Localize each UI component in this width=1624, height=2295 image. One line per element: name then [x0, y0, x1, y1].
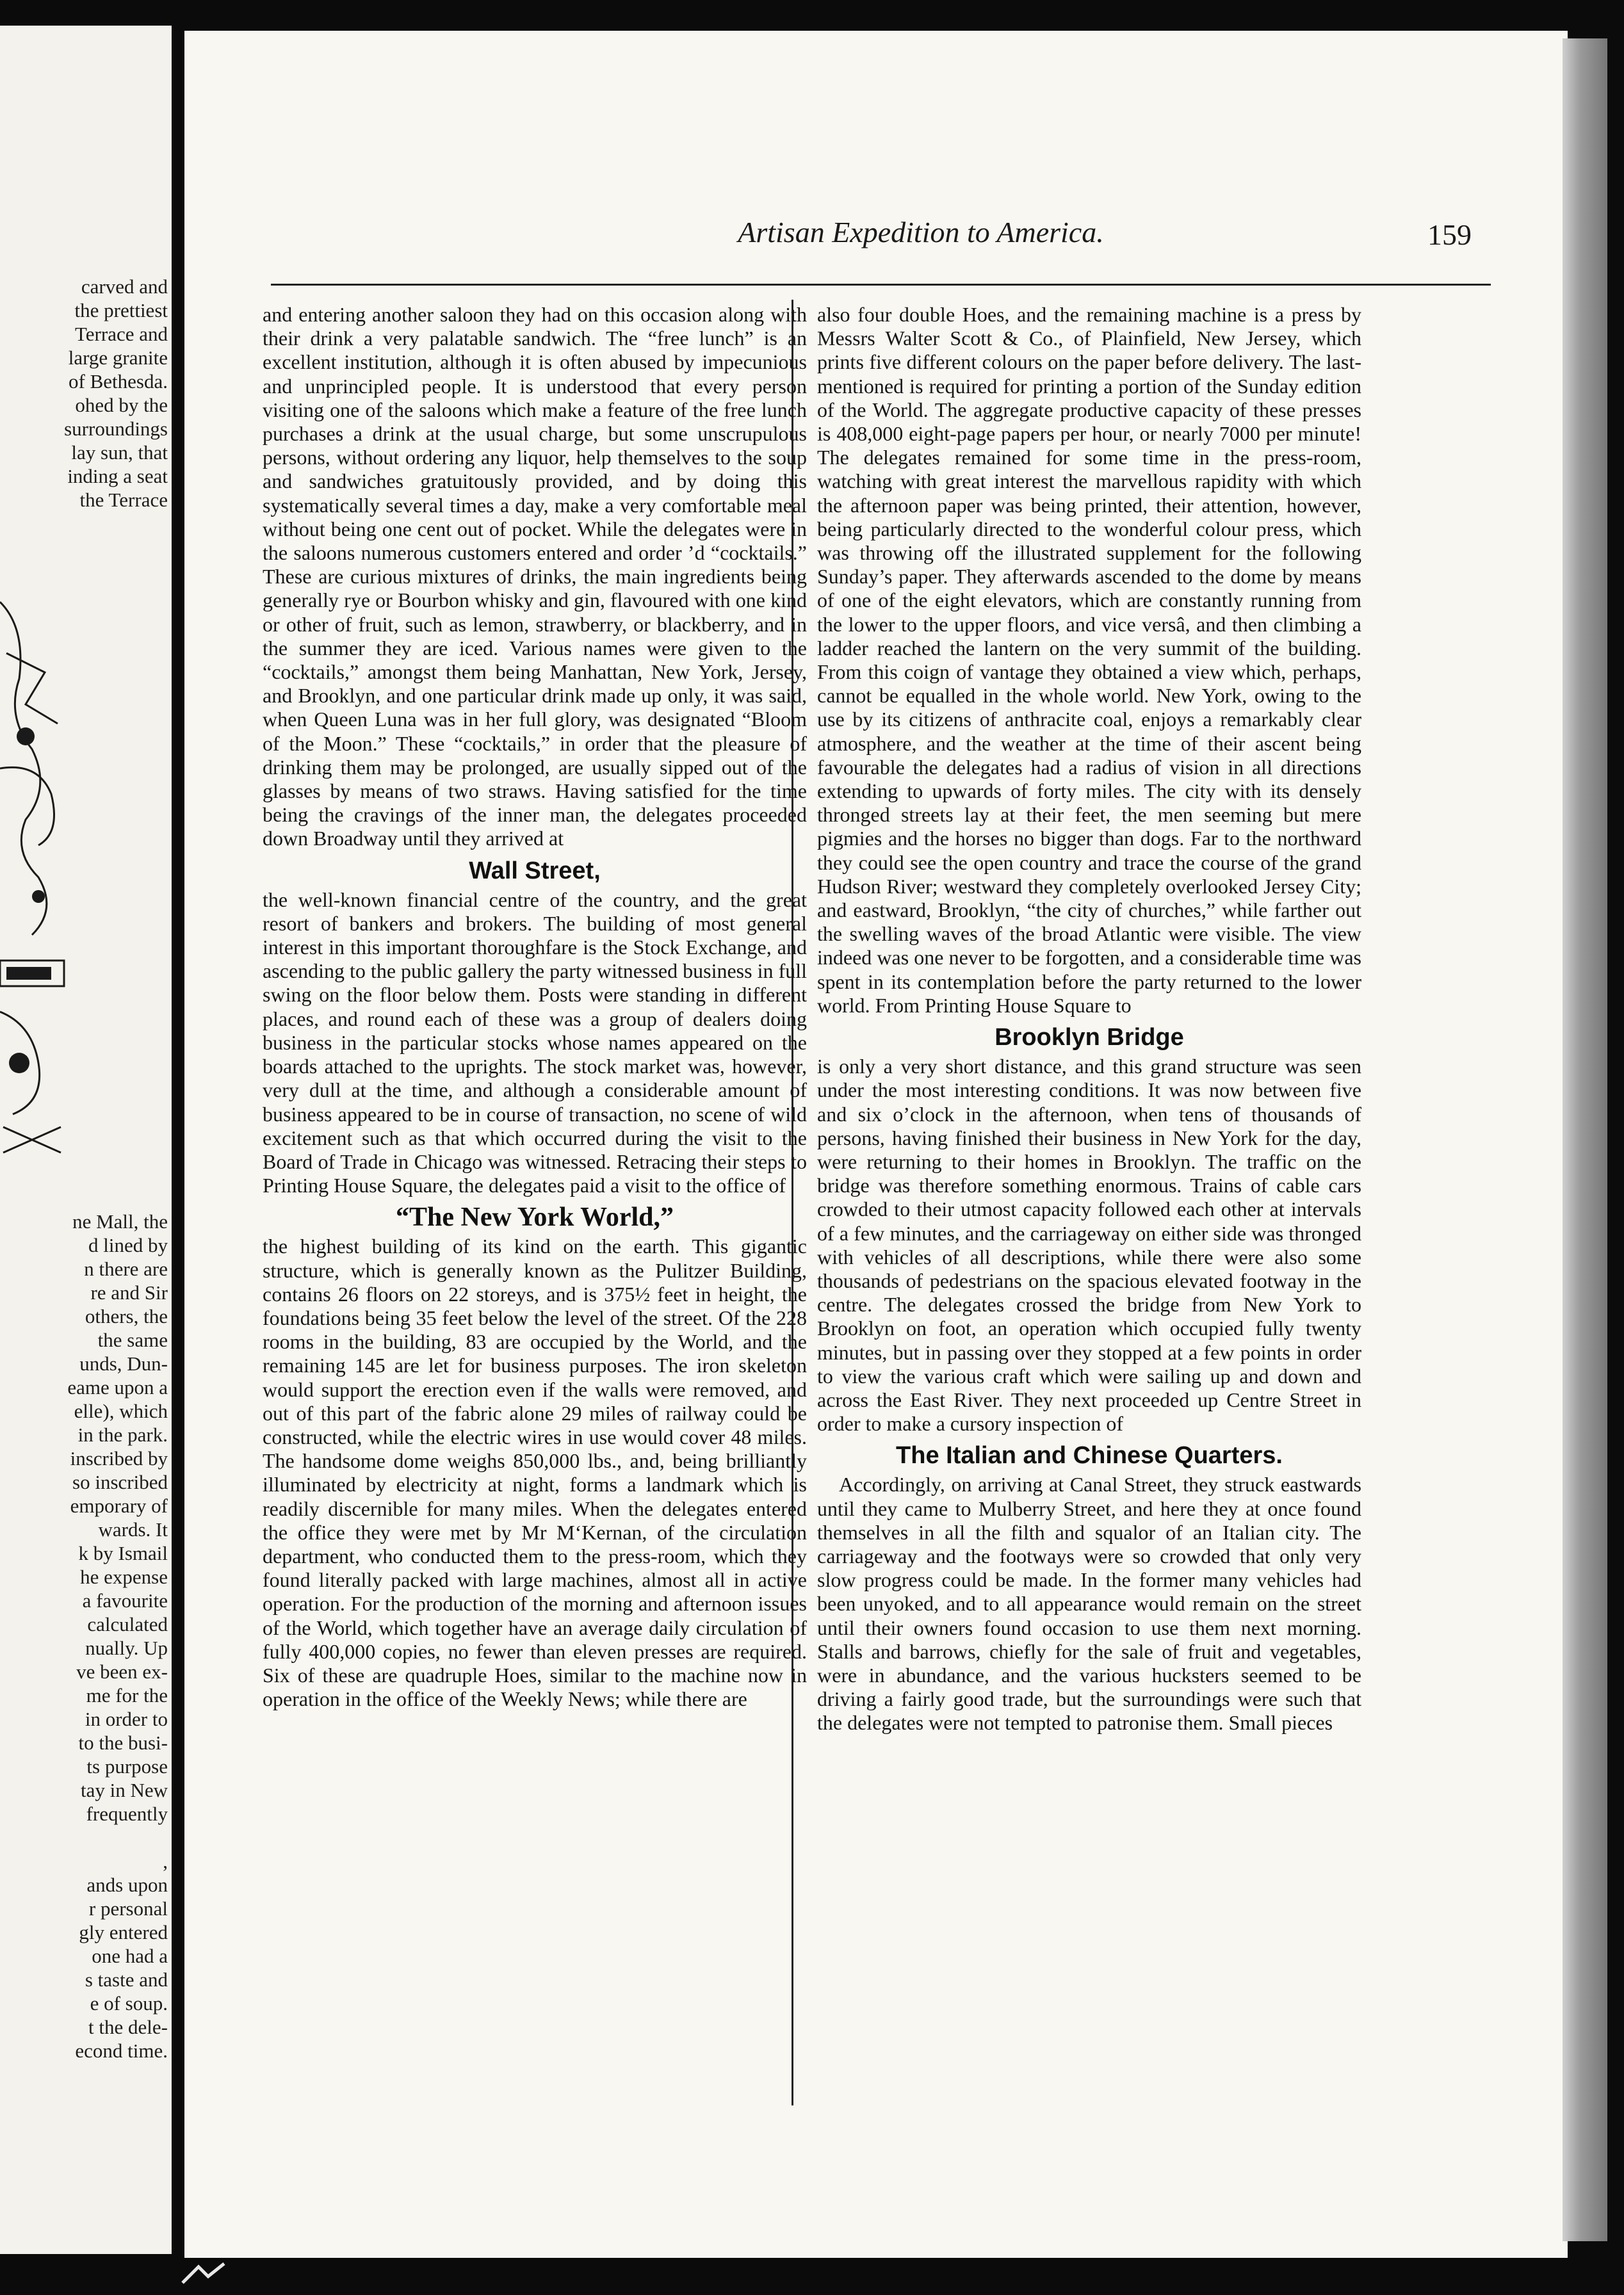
facing-page-line: k by Ismail [78, 1542, 168, 1564]
facing-page-line: n there are [84, 1258, 168, 1280]
facing-page-line: frequently [86, 1803, 168, 1825]
facing-page-line: nually. Up [85, 1637, 168, 1659]
facing-page-line: unds, Dun- [79, 1352, 168, 1375]
facing-page-line: t the dele- [88, 2016, 168, 2038]
facing-page-line: r personal [88, 1897, 168, 1920]
binding-mark [179, 2260, 231, 2286]
paragraph: also four double Hoes, and the remaining machine is a press by Messrs Walter Scott & Co., of Plainfield, New Jersey, which prints five different colours on the paper before delivery. The last-mentioned is required for printing a portion of the Sunday edition of the World. The aggregate productive capacity of these presses is 408,000 eight-page papers per hour, or nearly 7000 per minute! The delegates remained for some time in the press-room, watching with great interest the marvellous rapidity with which the afternoon paper was being printed, their attention, however, being particularly directed to the wonderful colour press, which was throwing off the illustrated supplement for the following Sunday’s paper. They afterwards ascended to the dome by means of one of the eight elevators, which are constantly running from the lower to the upper floors, and vice versâ, and then climbing a ladder reached the lantern on the very summit of the building. From this coign of vantage they obtained a view which, perhaps, cannot be equalled in the whole world. New York, owing to the use by its citizens of anthracite coal, enjoys a remarkably clear atmosphere, and the weather at the time of their ascent being favourable the delegates had a radius of vision in all directions extending to upwards of forty miles. The city with its densely thronged streets lay at their feet, the men seeming but mere pigmies and the horses no bigger than dogs. Far to the northward they could see the open country and trace the course of the grand Hudson River; westward they completely overlooked Jersey City; and eastward, Brooklyn, “the city of churches,” while farther out the swelling waves of the broad Atlantic were visible. The view indeed was one never to be forgotten, and a considerable time was spent in its contemplation before the party returned to the lower world. From Printing House Square to [817, 303, 1361, 1017]
paragraph: is only a very short distance, and this grand structure was seen under the most interesting conditions. It was now between five and six o’clock in the afternoon, when tens of thousands of persons, having finished their business in New York for the day, were returning to their homes in Brooklyn. The traffic on the bridge was therefore something enormous. Trains of cable cars crowded to their utmost capacity followed each other at intervals of a few minutes, and the carriageway on either side was thronged with vehicles of all descriptions, while there were also some thousands of pedestrians on the spacious elevated footway in the centre. The delegates crossed the bridge from New York to Brooklyn on foot, an operation which occupied fully twenty minutes, but in passing over they stopped at a few points in order to view the various craft which were sailing up and down and across the East River. They next proceeded up Centre Street in order to make a cursory inspection of [817, 1055, 1361, 1436]
facing-page-line: eame upon a [67, 1376, 168, 1399]
facing-page-line: inscribed by [70, 1447, 168, 1470]
facing-page-line: d lined by [88, 1234, 168, 1256]
facing-page-line: in order to [85, 1708, 168, 1730]
facing-page-line: , [163, 1850, 168, 1872]
facing-page-line: econd time. [75, 2040, 168, 2062]
text-column-left [263, 303, 807, 1711]
section-heading-new-york-world: “The New York World,” [395, 1203, 674, 1233]
facing-page-line: in the park. [77, 1423, 168, 1446]
facing-page-line: lay sun, that [71, 441, 168, 464]
facing-page-line: Terrace and [75, 323, 168, 345]
facing-page-line: a favourite [82, 1589, 168, 1612]
section-heading-italian-chinese-quarters: The Italian and Chinese Quarters. [896, 1442, 1283, 1470]
facing-page-line: the same [97, 1329, 168, 1351]
page-number: 159 [1427, 218, 1472, 251]
facing-page-line: tay in New [80, 1779, 168, 1801]
paragraph: and entering another saloon they had on this occasion along with their drink a very palatable sandwich. The “free lunch” is an excellent institution, although it is often abused by impecunious and unprincipled people. It is understood that every person visiting one of the saloons which make a feature of the free lunch purchases a drink at the usual charge, but some unscrupulous persons, without ordering any liquor, help themselves to the soup and sandwiches gratuitously provided, and by doing this systematically several times a day, make a very comfortable meal without being one cent out of pocket. While the delegates were in the saloons numerous customers entered and order ’d “cocktails.” These are curious mixtures of drinks, the main ingredients being generally rye or Bourbon whisky and gin, flavoured with one kind or other of fruit, such as lemon, strawberry, or blackberry, and in the summer they are iced. Various names were given to the “cocktails,” amongst them being Manhattan, New York, Jersey, and Brooklyn, and one particular drink made up only, it was said, when Queen Luna was in her full glory, was designated “Bloom of the Moon.” These “cocktails,” in order that the pleasure of drinking them may be prolonged, are usually sipped out of the glasses by means of two straws. Having satisfied for the time being the cravings of the inner man, the delegates proceeded down Broadway until they arrived at [263, 303, 807, 850]
facing-page-line: emporary of [70, 1495, 168, 1517]
facing-page-line: e of soup. [90, 1992, 168, 2015]
section-heading-wall-street: Wall Street, [469, 857, 601, 884]
section-heading-brooklyn-bridge: Brooklyn Bridge [995, 1024, 1184, 1051]
page-header [184, 184, 1568, 251]
page-edge [1563, 38, 1607, 2241]
facing-page-line: gly entered [79, 1921, 168, 1943]
facing-page-line: of Bethesda. [69, 370, 168, 393]
facing-page-line: to the busi- [78, 1731, 168, 1754]
facing-page [0, 26, 172, 2254]
facing-page-line: elle), which [74, 1400, 168, 1422]
facing-page-line: the prettiest [74, 299, 168, 321]
facing-page-line: me for the [86, 1684, 168, 1707]
paragraph: the well-known financial centre of the country, and the great resort of bankers and brokers. The building of most general interest in this important thoroughfare is the Stock Exchange, and ascending to the public gallery the party witnessed business in full swing on the floor below them. Posts were standing in different places, and round each of these was a group of dealers doing business in the particular stocks whose names appeared on the boards attached to the uprights. The stock market was, however, very dull at the time, and although a considerable amount of business appeared to be in course of transaction, no scene of wild excitement such as that which occurred during the visit to the Board of Trade in Chicago was witnessed. Retracing their steps to Printing House Square, the delegates paid a visit to the office of [263, 888, 807, 1197]
facing-page-line: re and Sir [90, 1281, 168, 1304]
paragraph: Accordingly, on arriving at Canal Street, they struck eastwards until they came to Mulberry Street, and here they at once found themselves in all the filth and squalor of an Italian city. The carriageway and the footways were so crowded that only very slow progress could be made. In the former many vehicles had been unyoked, and to all appearance would remain on the street until their owners found occasion to use them next morning. Stalls and barrows, chiefly for the sale of fruit and vegetables, were in abundance, and the various hucksters seemed to be driving a fairly good trade, but the surroundings were such that the delegates were not tempted to patronise them. Small pieces [817, 1473, 1361, 1735]
book-page [184, 31, 1568, 2258]
facing-page-line: ands upon [86, 1874, 168, 1896]
facing-page-line: ohed by the [75, 394, 168, 416]
facing-page-line: so inscribed [72, 1471, 168, 1493]
facing-page-line: ve been ex- [76, 1660, 168, 1683]
facing-page-line: others, the [85, 1305, 168, 1327]
facing-page-line: calculated [87, 1613, 168, 1635]
facing-page-line: wards. It [98, 1518, 168, 1541]
header-rule [271, 284, 1491, 286]
facing-page-line: ne Mall, the [72, 1210, 168, 1233]
facing-page-line: one had a [92, 1945, 168, 1967]
facing-page-line: carved and [81, 275, 168, 298]
text-column-right [817, 303, 1361, 1735]
facing-page-line: inding a seat [67, 465, 168, 487]
engraving-illustration [0, 576, 70, 1178]
facing-page-line: s taste and [85, 1968, 168, 1991]
running-title: Artisan Expedition to America. [738, 216, 1104, 248]
paragraph: the highest building of its kind on the earth. This gigantic structure, which is generally known as the Pulitzer Building, contains 26 floors on 22 storeys, and is 375½ feet in height, the foundations being 35 feet below the level of the street. Of the 228 rooms in the building, 83 are occupied by the World, and the remaining 145 are let for business purposes. The iron skeleton would support the erection even if the walls were removed, and out of this part of the fabric alone 29 miles of railway could be constructed, while the electric wires in use would cover 48 miles. The handsome dome weighs 850,000 lbs., and, being brilliantly illuminated by electricity at night, forms a landmark which is readily discernible for many miles. When the delegates entered the office they were met by Mr M‘Kernan, of the circulation department, who conducted them to the press-room, which they found literally packed with large machines, almost all in active operation. For the production of the morning and afternoon issues of the World, which together have an average daily circulation of fully 400,000 copies, no fewer than eleven presses are required. Six of these are quadruple Hoes, similar to the machine now in operation in the office of the Weekly News; while there are [263, 1235, 807, 1711]
facing-page-line: large granite [68, 346, 168, 369]
facing-page-line: he expense [80, 1566, 168, 1588]
facing-page-line: ts purpose [86, 1755, 168, 1778]
facing-page-line: surroundings [64, 418, 168, 440]
facing-page-line: the Terrace [79, 489, 168, 511]
